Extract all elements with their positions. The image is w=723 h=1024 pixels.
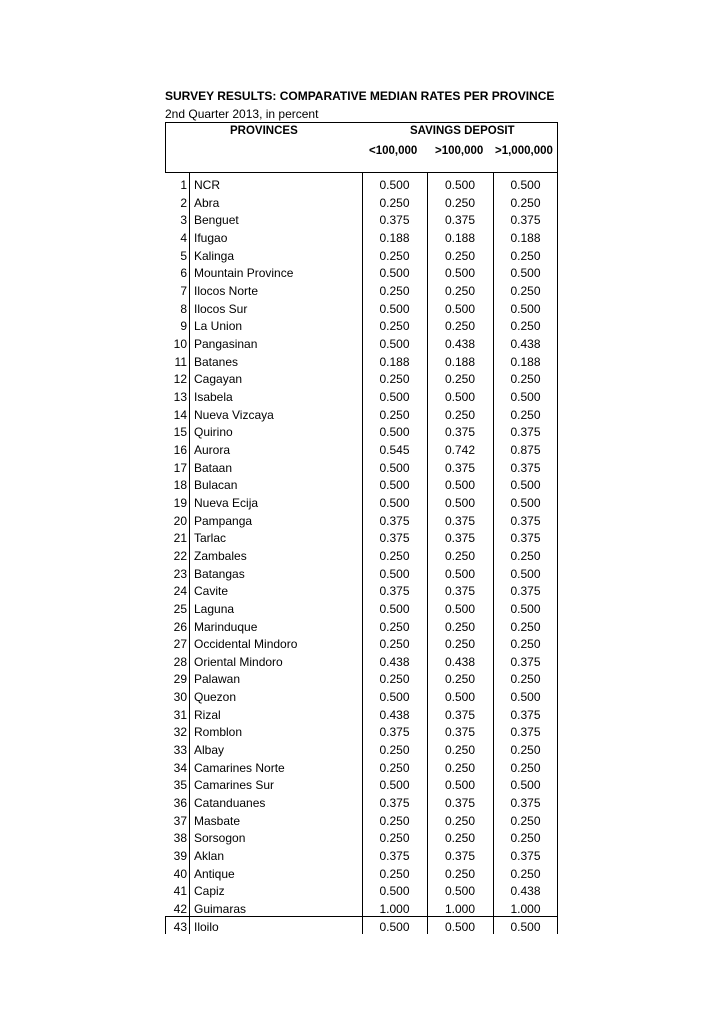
rate-under-100000: 0.250: [379, 637, 410, 652]
table-row: [165, 512, 558, 530]
table-row: [165, 441, 558, 459]
row-number: 9: [180, 319, 187, 334]
province-name: Occidental Mindoro: [194, 637, 298, 652]
table-row: [165, 335, 558, 353]
rate-under-100000: 0.375: [379, 584, 410, 599]
row-number: 36: [173, 796, 187, 811]
rate-under-100000: 0.545: [379, 442, 410, 457]
province-name: La Union: [194, 319, 243, 334]
header-col-over-1000000: >1,000,000: [495, 145, 553, 157]
rate-under-100000: 0.375: [379, 796, 410, 811]
province-name: Camarines Norte: [194, 760, 285, 775]
rate-over-1000000: 0.250: [510, 672, 541, 687]
rate-over-1000000: 0.250: [510, 619, 541, 634]
rate-under-100000: 0.500: [379, 425, 410, 440]
rate-over-1000000: 0.375: [510, 849, 541, 864]
table-row: [165, 847, 558, 865]
table-row: [165, 918, 558, 936]
rate-over-100000: 0.250: [444, 319, 476, 334]
rate-under-100000: 0.250: [379, 743, 410, 758]
document-subtitle: 2nd Quarter 2013, in percent: [165, 107, 319, 121]
rate-over-100000: 0.500: [444, 601, 476, 616]
header-col-under-100000: <100,000: [369, 145, 418, 157]
rate-over-100000: 1.000: [444, 902, 476, 917]
rate-over-1000000: 0.438: [510, 336, 541, 351]
province-name: Antique: [194, 866, 235, 881]
rate-over-1000000: 0.500: [510, 266, 541, 281]
rate-under-100000: 0.500: [379, 301, 410, 316]
province-name: Bataan: [194, 460, 233, 475]
rate-over-100000: 0.500: [444, 919, 476, 934]
rate-under-100000: 0.375: [379, 531, 410, 546]
province-name: Catanduanes: [194, 796, 266, 811]
rate-over-1000000: 0.500: [510, 566, 541, 581]
rate-over-100000: 0.500: [444, 389, 476, 404]
rate-over-100000: 0.375: [444, 460, 476, 475]
province-name: Aurora: [194, 442, 231, 457]
row-number: 19: [173, 495, 187, 510]
rate-over-100000: 0.500: [444, 778, 476, 793]
row-number: 17: [173, 460, 187, 475]
table-row: [165, 582, 558, 600]
row-number: 29: [173, 672, 187, 687]
table-row: [165, 353, 558, 371]
rate-over-100000: 0.375: [444, 725, 476, 740]
rate-over-100000: 0.250: [444, 743, 476, 758]
rate-over-100000: 0.250: [444, 637, 476, 652]
table-row: [165, 759, 558, 777]
rate-under-100000: 0.500: [379, 460, 410, 475]
rate-over-1000000: 0.375: [510, 654, 541, 669]
row-number: 30: [173, 690, 187, 705]
province-name: Oriental Mindoro: [194, 654, 283, 669]
province-name: Guimaras: [194, 902, 247, 917]
row-number: 35: [173, 778, 187, 793]
rate-over-1000000: 0.250: [510, 831, 541, 846]
row-number: 7: [180, 283, 187, 298]
rate-over-1000000: 0.250: [510, 637, 541, 652]
row-number: 40: [173, 866, 187, 881]
row-number: 39: [173, 849, 187, 864]
row-number: 23: [173, 566, 187, 581]
rate-over-1000000: 0.250: [510, 283, 541, 298]
table-top-border: [165, 122, 558, 123]
province-name: Cavite: [194, 584, 229, 599]
rate-over-1000000: 0.500: [510, 601, 541, 616]
province-name: Ilocos Sur: [194, 301, 248, 316]
rate-over-100000: 0.375: [444, 796, 476, 811]
table-row: [165, 494, 558, 512]
rate-over-1000000: 0.250: [510, 743, 541, 758]
row-number: 31: [173, 707, 187, 722]
rate-under-100000: 0.250: [379, 319, 410, 334]
rate-under-100000: 0.375: [379, 849, 410, 864]
row-number: 11: [174, 354, 187, 369]
rate-over-1000000: 0.250: [510, 248, 541, 263]
rate-under-100000: 0.500: [379, 884, 410, 899]
rate-over-1000000: 1.000: [510, 902, 541, 917]
province-name: Cagayan: [194, 372, 243, 387]
rate-over-100000: 0.375: [444, 584, 476, 599]
table-row: [165, 247, 558, 265]
rate-over-100000: 0.375: [444, 707, 476, 722]
rate-under-100000: 0.500: [379, 178, 410, 192]
rate-under-100000: 0.500: [379, 778, 410, 793]
rate-over-100000: 0.375: [444, 849, 476, 864]
rate-over-1000000: 0.500: [510, 919, 541, 934]
rate-over-1000000: 0.500: [510, 301, 541, 316]
province-name: Isabela: [194, 389, 233, 404]
rate-over-100000: 0.500: [444, 495, 476, 510]
province-name: Sorsogon: [194, 831, 246, 846]
rate-over-100000: 0.375: [444, 213, 476, 228]
row-number: 26: [173, 619, 187, 634]
table-row: [165, 812, 558, 830]
rate-over-100000: 0.500: [444, 178, 476, 192]
table-row: [165, 865, 558, 883]
rate-over-1000000: 0.438: [510, 884, 541, 899]
rate-over-1000000: 0.250: [510, 813, 541, 828]
rate-over-1000000: 0.188: [510, 230, 541, 245]
rate-over-1000000: 0.375: [510, 425, 541, 440]
rate-over-1000000: 0.500: [510, 389, 541, 404]
province-name: Capiz: [194, 884, 225, 899]
row-number: 10: [173, 336, 187, 351]
table-row: [165, 882, 558, 900]
rate-over-1000000: 0.250: [510, 195, 541, 210]
rate-over-100000: 0.250: [444, 760, 476, 775]
province-name: Ifugao: [194, 230, 228, 245]
rate-over-100000: 0.500: [444, 884, 476, 899]
rate-over-1000000: 0.500: [510, 778, 541, 793]
province-name: Aklan: [194, 849, 225, 864]
province-name: Romblon: [194, 725, 243, 740]
rate-over-1000000: 0.375: [510, 460, 541, 475]
rate-over-100000: 0.250: [444, 195, 476, 210]
rate-under-100000: 0.250: [379, 372, 410, 387]
rate-over-1000000: 0.375: [510, 796, 541, 811]
province-name: Bulacan: [194, 478, 238, 493]
row-number: 24: [173, 584, 187, 599]
table-row: [165, 317, 558, 335]
rate-over-100000: 0.250: [444, 248, 476, 263]
rate-under-100000: 0.250: [379, 283, 410, 298]
table-row: [165, 741, 558, 759]
rate-over-1000000: 0.375: [510, 725, 541, 740]
table-row: [165, 229, 558, 247]
table-row: [165, 706, 558, 724]
row-number: 41: [173, 884, 187, 899]
rate-over-100000: 0.250: [444, 831, 476, 846]
table-row: [165, 653, 558, 671]
row-number: 15: [173, 425, 187, 440]
province-name: Abra: [194, 195, 220, 210]
rate-under-100000: 0.500: [379, 478, 410, 493]
province-name: Batangas: [194, 566, 245, 581]
rate-over-100000: 0.438: [444, 336, 476, 351]
table-row: [165, 618, 558, 636]
rate-under-100000: 0.188: [379, 230, 410, 245]
rate-over-1000000: 0.250: [510, 866, 541, 881]
rate-over-1000000: 0.375: [510, 513, 541, 528]
rate-over-100000: 0.500: [444, 478, 476, 493]
province-name: Iloilo: [194, 919, 219, 934]
rate-under-100000: 0.250: [379, 672, 410, 687]
row-number: 16: [173, 442, 187, 457]
rate-over-100000: 0.500: [444, 301, 476, 316]
rate-under-100000: 0.250: [379, 407, 410, 422]
table-row: [165, 176, 558, 194]
row-number: 38: [173, 831, 187, 846]
rate-over-100000: 0.250: [444, 813, 476, 828]
rate-over-1000000: 0.875: [510, 442, 541, 457]
rate-under-100000: 0.500: [379, 601, 410, 616]
province-name: Albay: [194, 743, 225, 758]
province-name: NCR: [194, 178, 220, 192]
row-number: 25: [173, 601, 187, 616]
rate-over-100000: 0.438: [444, 654, 476, 669]
rate-over-1000000: 0.250: [510, 548, 541, 563]
rate-over-100000: 0.188: [444, 354, 476, 369]
rate-over-1000000: 0.500: [510, 478, 541, 493]
row-number: 33: [173, 743, 187, 758]
row-number: 43: [173, 919, 187, 934]
rate-under-100000: 0.188: [379, 354, 410, 369]
province-name: Benguet: [194, 213, 239, 228]
table-row: [165, 776, 558, 794]
rate-over-1000000: 0.250: [510, 407, 541, 422]
table-row: [165, 459, 558, 477]
rate-over-100000: 0.250: [444, 372, 476, 387]
table-row: [165, 529, 558, 547]
province-name: Quezon: [194, 690, 237, 705]
table-row: [165, 211, 558, 229]
province-name: Camarines Sur: [194, 778, 275, 793]
table-row: [165, 264, 558, 282]
row-number: 6: [180, 266, 187, 281]
province-name: Laguna: [194, 601, 235, 616]
province-name: Palawan: [194, 672, 241, 687]
rate-over-1000000: 0.500: [510, 178, 541, 192]
table-row: [165, 723, 558, 741]
rate-over-100000: 0.250: [444, 866, 476, 881]
rate-over-1000000: 0.500: [510, 495, 541, 510]
rate-under-100000: 0.250: [379, 548, 410, 563]
rate-under-100000: 0.500: [379, 495, 410, 510]
table-row: [165, 565, 558, 583]
rate-under-100000: 0.500: [379, 690, 410, 705]
rate-under-100000: 0.250: [379, 831, 410, 846]
table-row: [165, 476, 558, 494]
rate-under-100000: 1.000: [379, 902, 410, 917]
rate-over-1000000: 0.188: [510, 354, 541, 369]
table-row: [165, 670, 558, 688]
table-row: [165, 423, 558, 441]
row-number: 3: [180, 213, 187, 228]
province-name: Zambales: [194, 548, 247, 563]
table-row: [165, 794, 558, 812]
rate-over-1000000: 0.375: [510, 584, 541, 599]
province-name: Quirino: [194, 425, 233, 440]
rate-under-100000: 0.250: [379, 248, 410, 263]
row-number: 22: [173, 548, 187, 563]
rate-under-100000: 0.250: [379, 866, 410, 881]
table-row: [165, 688, 558, 706]
rate-over-100000: 0.375: [444, 425, 476, 440]
table-row: [165, 282, 558, 300]
rate-over-100000: 0.500: [444, 266, 476, 281]
table-row: [165, 900, 558, 918]
rate-over-100000: 0.188: [444, 230, 476, 245]
rate-under-100000: 0.250: [379, 195, 410, 210]
rate-under-100000: 0.375: [379, 213, 410, 228]
row-number: 13: [173, 389, 187, 404]
row-number: 28: [173, 654, 187, 669]
table-row: [165, 194, 558, 212]
rate-under-100000: 0.500: [379, 389, 410, 404]
row-number: 14: [173, 407, 187, 422]
province-name: Nueva Vizcaya: [194, 407, 274, 422]
document-title: SURVEY RESULTS: COMPARATIVE MEDIAN RATES PER PROVINCE: [165, 89, 555, 103]
table-row: [165, 547, 558, 565]
rate-over-100000: 0.375: [444, 531, 476, 546]
rate-under-100000: 0.250: [379, 760, 410, 775]
row-number: 1: [180, 178, 187, 192]
header-col-over-100000: >100,000: [435, 145, 484, 157]
province-name: Ilocos Norte: [194, 283, 259, 298]
rate-under-100000: 0.375: [379, 513, 410, 528]
rate-under-100000: 0.500: [379, 566, 410, 581]
rate-under-100000: 0.500: [379, 336, 410, 351]
rate-over-100000: 0.500: [444, 566, 476, 581]
rate-over-1000000: 0.375: [510, 531, 541, 546]
rate-over-100000: 0.250: [444, 407, 476, 422]
province-name: Tarlac: [194, 531, 227, 546]
table-row: [165, 635, 558, 653]
table-row: [165, 370, 558, 388]
table-row: [165, 600, 558, 618]
province-name: Marinduque: [194, 619, 258, 634]
table-row: [165, 829, 558, 847]
rate-over-100000: 0.250: [444, 619, 476, 634]
rate-over-100000: 0.250: [444, 548, 476, 563]
rate-over-1000000: 0.375: [510, 213, 541, 228]
rate-over-1000000: 0.500: [510, 690, 541, 705]
row-number: 4: [180, 230, 187, 245]
province-name: Rizal: [194, 707, 221, 722]
header-provinces: PROVINCES: [230, 125, 298, 137]
row-number: 21: [173, 531, 187, 546]
province-name: Masbate: [194, 813, 241, 828]
rate-over-1000000: 0.250: [510, 760, 541, 775]
rate-over-1000000: 0.375: [510, 707, 541, 722]
row-number: 20: [173, 513, 187, 528]
row-number: 8: [180, 301, 187, 316]
rate-over-100000: 0.500: [444, 690, 476, 705]
row-number: 5: [180, 248, 187, 263]
row-number: 12: [173, 372, 187, 387]
rate-under-100000: 0.500: [379, 266, 410, 281]
table-row: [165, 300, 558, 318]
rate-under-100000: 0.250: [379, 813, 410, 828]
province-name: Pangasinan: [194, 336, 258, 351]
table-row: [165, 388, 558, 406]
province-name: Nueva Ecija: [194, 495, 259, 510]
province-name: Pampanga: [194, 513, 253, 528]
rate-over-100000: 0.375: [444, 513, 476, 528]
rate-over-100000: 0.250: [444, 672, 476, 687]
rate-under-100000: 0.438: [379, 654, 410, 669]
header-savings-deposit: SAVINGS DEPOSIT: [410, 125, 515, 137]
table-left-border: [165, 122, 166, 172]
rate-over-100000: 0.250: [444, 283, 476, 298]
province-name: Batanes: [194, 354, 239, 369]
rate-over-1000000: 0.250: [510, 319, 541, 334]
table-row: [165, 406, 558, 424]
row-number: 34: [173, 760, 187, 775]
row-number: 2: [180, 195, 187, 210]
row-number: 37: [173, 813, 187, 828]
rate-over-1000000: 0.250: [510, 372, 541, 387]
rate-under-100000: 0.375: [379, 725, 410, 740]
rate-over-100000: 0.742: [444, 442, 476, 457]
rate-under-100000: 0.250: [379, 619, 410, 634]
row-number: 18: [173, 478, 187, 493]
province-name: Mountain Province: [194, 266, 294, 281]
rate-under-100000: 0.438: [379, 707, 410, 722]
province-name: Kalinga: [194, 248, 235, 263]
row-number: 27: [173, 637, 187, 652]
row-number: 32: [173, 725, 187, 740]
rate-under-100000: 0.500: [379, 919, 410, 934]
row-number: 42: [173, 902, 187, 917]
